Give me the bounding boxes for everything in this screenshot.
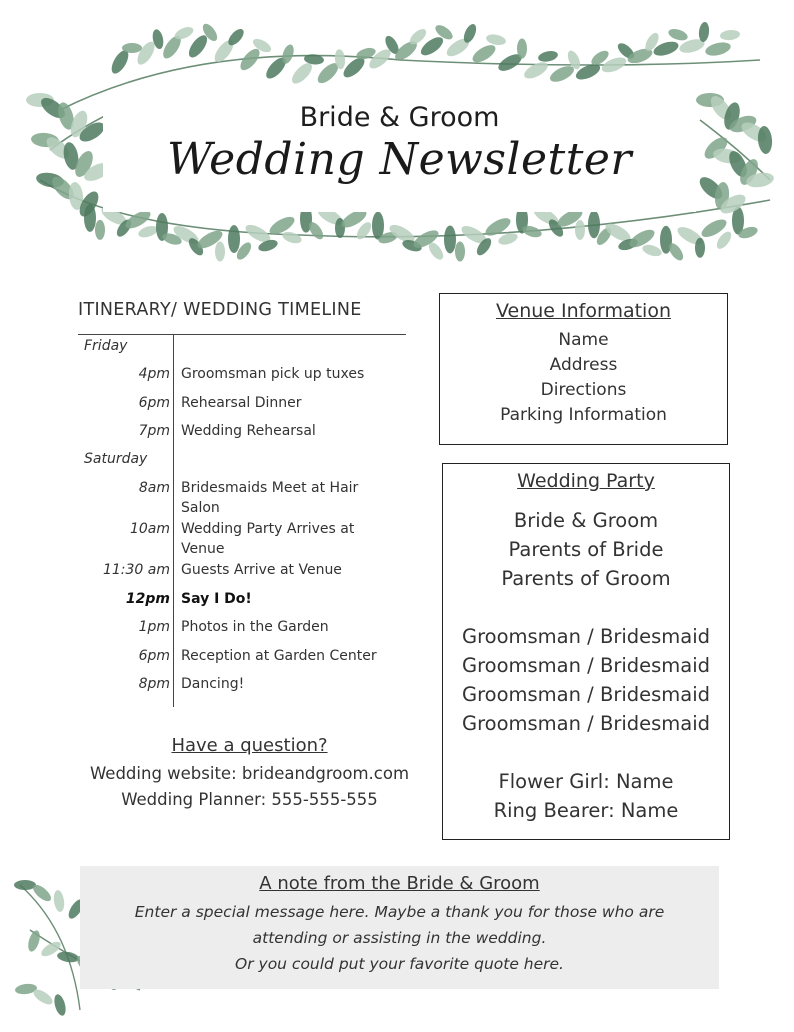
party-line: Groomsman / Bridesmaid (461, 712, 711, 735)
title-panel (103, 96, 696, 212)
event-text: Dancing! (181, 676, 245, 692)
itinerary-title: ITINERARY/ WEDDING TIMELINE (78, 300, 362, 320)
leaf (53, 889, 66, 912)
event-time: 4pm (138, 366, 170, 382)
itinerary-divider (78, 334, 406, 335)
event-text: Rehearsal Dinner (181, 395, 302, 411)
leaf (695, 238, 705, 258)
question-heading: Have a question? (171, 735, 328, 756)
party-line: Groomsman / Bridesmaid (461, 625, 711, 648)
wedding-party-box (442, 463, 730, 840)
venue-heading: Venue Information (495, 300, 671, 322)
event-time: 8pm (138, 676, 170, 692)
event-time: 8am (138, 480, 170, 496)
leaf (575, 220, 585, 240)
leaf (281, 230, 303, 246)
event-text: Bridesmaids Meet at Hair Salon (181, 480, 359, 516)
day-label: Saturday (84, 451, 148, 467)
header-line1: Bride & Groom (299, 102, 500, 133)
event-time: 6pm (138, 648, 170, 664)
event-text: Reception at Garden Center (181, 648, 377, 664)
party-line: Groomsman / Bridesmaid (461, 683, 711, 706)
event-text-highlight: Say I Do! (181, 591, 252, 607)
newsletter-title: Wedding Newsletter (167, 134, 632, 185)
venue-information-box (439, 293, 728, 445)
venue-line: Name (558, 330, 609, 350)
venue-line: Address (549, 355, 618, 375)
leaf (667, 27, 689, 43)
leaf (470, 42, 498, 66)
leaf (228, 225, 240, 253)
leaf (698, 22, 710, 43)
event-time: 10am (129, 521, 170, 537)
party-line: Bride & Groom (513, 509, 659, 532)
leaf (122, 43, 142, 53)
event-text: Guests Arrive at Venue (181, 562, 342, 578)
event-text: Wedding Rehearsal (181, 423, 316, 439)
party-line: Ring Bearer: Name (493, 799, 679, 822)
note-panel (80, 866, 719, 989)
leaf (137, 224, 159, 240)
leaf (485, 33, 507, 47)
event-time: 6pm (138, 395, 170, 411)
leaf (215, 242, 225, 262)
timeline-vertical-line (173, 335, 174, 707)
party-line: Groomsman / Bridesmaid (461, 654, 711, 677)
leaf (588, 210, 600, 238)
leaf (56, 950, 79, 963)
venue-line: Parking Information (500, 405, 667, 425)
leaf (720, 29, 741, 41)
day-label: Friday (84, 338, 128, 354)
event-time: 1pm (138, 619, 170, 635)
leaf (641, 243, 663, 259)
wedding-planner-text: Wedding Planner: 555-555-555 (121, 790, 378, 809)
venue-line: Directions (540, 380, 627, 400)
leaf (186, 32, 211, 60)
event-text: Wedding Party Arrives at Venue (181, 521, 355, 557)
leaf (517, 39, 527, 59)
leaf (537, 49, 559, 63)
party-line: Flower Girl: Name (498, 770, 674, 793)
leaf (95, 220, 105, 240)
note-line: attending or assisting in the wedding. (252, 929, 547, 947)
leaf (455, 241, 465, 261)
event-text: Photos in the Garden (181, 619, 329, 635)
event-time: 7pm (138, 423, 170, 439)
event-time: 11:30 am (102, 562, 170, 578)
wedding-website-text: Wedding website: brideandgroom.com (89, 764, 410, 783)
note-line: Or you could put your favorite quote here. (235, 955, 564, 973)
leaf (14, 880, 36, 890)
party-line: Parents of Bride (508, 538, 664, 561)
event-time-highlight: 12pm (125, 591, 170, 607)
event-text: Groomsman pick up tuxes (181, 366, 365, 382)
leaf (444, 225, 456, 253)
note-heading: A note from the Bride & Groom (259, 873, 540, 894)
leaf (522, 59, 551, 82)
wedding-party-heading: Wedding Party (517, 470, 655, 492)
leaf (704, 40, 732, 58)
leaf (52, 993, 67, 1017)
note-line: Enter a special message here. Maybe a thank you for those who are (134, 903, 665, 921)
leaf (26, 929, 42, 953)
party-line: Parents of Groom (501, 567, 671, 590)
